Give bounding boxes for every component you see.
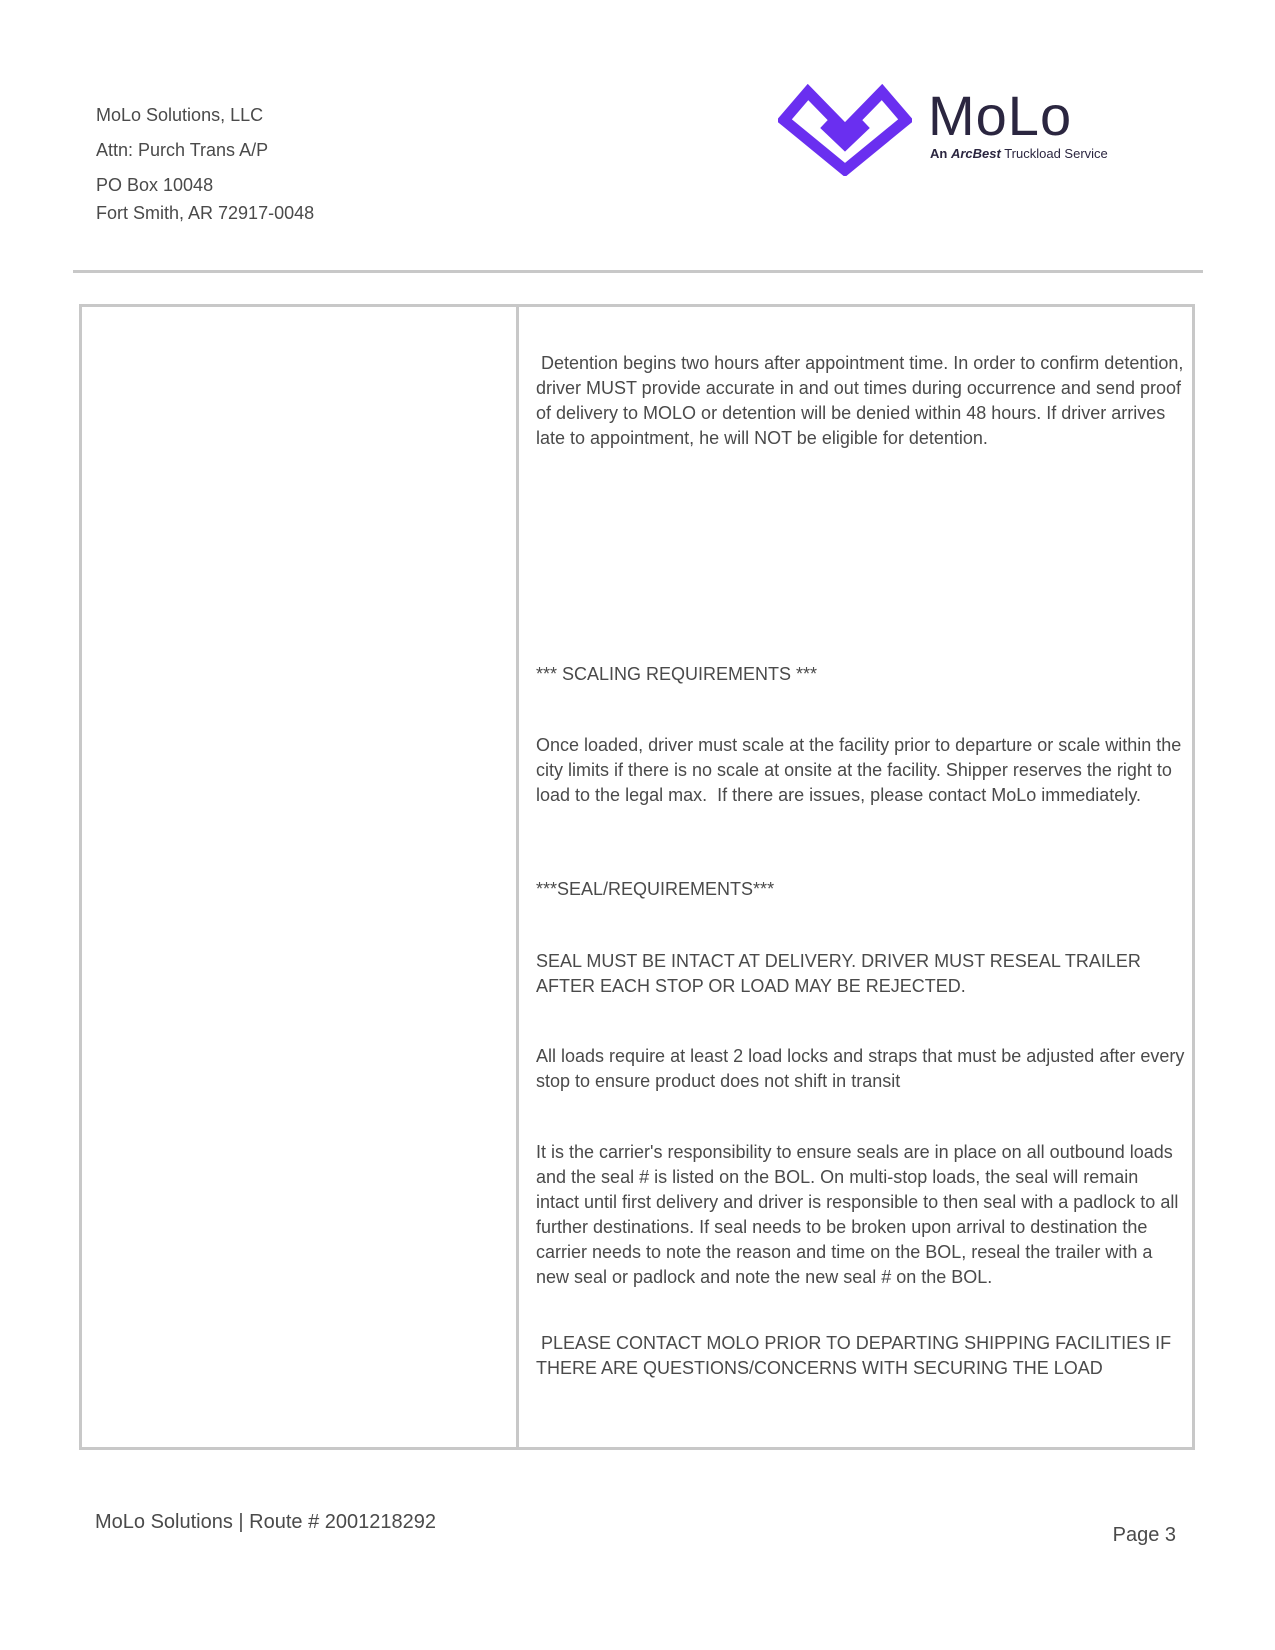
logo-tagline-prefix: An xyxy=(930,146,948,161)
load-locks-paragraph: All loads require at least 2 load locks and straps that must be adjusted after every stop to ensure product does not shift in transit xyxy=(536,1046,1190,1091)
address-attention: Attn: Purch Trans A/P xyxy=(96,140,269,160)
seal-heading: ***SEAL/REQUIREMENTS*** xyxy=(536,879,775,899)
footer-page-number: Page 3 xyxy=(1112,1524,1176,1546)
address-po-box: PO Box 10048 xyxy=(96,175,214,195)
address-company: MoLo Solutions, LLC xyxy=(96,105,264,125)
molo-logo xyxy=(778,84,1158,176)
instructions-table xyxy=(79,304,1195,1450)
scaling-paragraph: Once loaded, driver must scale at the facility prior to departure or scale within the city limits if there is no scale at onsite at the facility. Shipper reserves the right to load to the legal max. If there are issues, please contact MoLo immediately. xyxy=(536,735,1187,805)
scaling-heading: *** SCALING REQUIREMENTS *** xyxy=(536,664,818,684)
carrier-seal-paragraph: It is the carrier's responsibility to ensure seals are in place on all outbound loads and the seal # is listed on the BOL. On multi-stop loads, the seal will remain intact until first delivery and driver is responsible to then seal with a padlock to all further destinations. If seal needs to be broken upon arrival to destination the carrier needs to note the reason and time on the BOL, reseal the trailer with a new seal or padlock and note the new seal # on the BOL. xyxy=(536,1142,1184,1287)
contact-molo-paragraph: PLEASE CONTACT MOLO PRIOR TO DEPARTING SHIPPING FACILITIES IF THERE ARE QUESTIONS/CONCERNS WITH SECURING THE LOAD xyxy=(536,1333,1176,1378)
logo-wordmark: MoLo xyxy=(928,84,1073,147)
table-right-cell xyxy=(519,307,1192,1447)
address-city-state-zip: Fort Smith, AR 72917-0048 xyxy=(96,203,315,223)
header-divider xyxy=(73,270,1203,273)
detention-paragraph: Detention begins two hours after appointment time. In order to confirm detention, driver MUST provide accurate in and out times during occurrence and send proof of delivery to MOLO or detention will be denied within 48 hours. If driver arrives late to appointment, he will NOT be eligible for detention. xyxy=(536,353,1189,448)
logo-tagline xyxy=(930,146,1108,162)
logo-tagline-suffix: Truckload Service xyxy=(1004,146,1108,161)
footer-route: MoLo Solutions | Route # 2001218292 xyxy=(95,1511,437,1533)
logo-tagline-brand: ArcBest xyxy=(950,146,1001,161)
seal-intact-paragraph: SEAL MUST BE INTACT AT DELIVERY. DRIVER MUST RESEAL TRAILER AFTER EACH STOP OR LOAD MAY BE REJECTED. xyxy=(536,951,1145,996)
molo-chevron-logo-icon xyxy=(778,84,912,176)
table-left-cell xyxy=(82,307,519,1447)
